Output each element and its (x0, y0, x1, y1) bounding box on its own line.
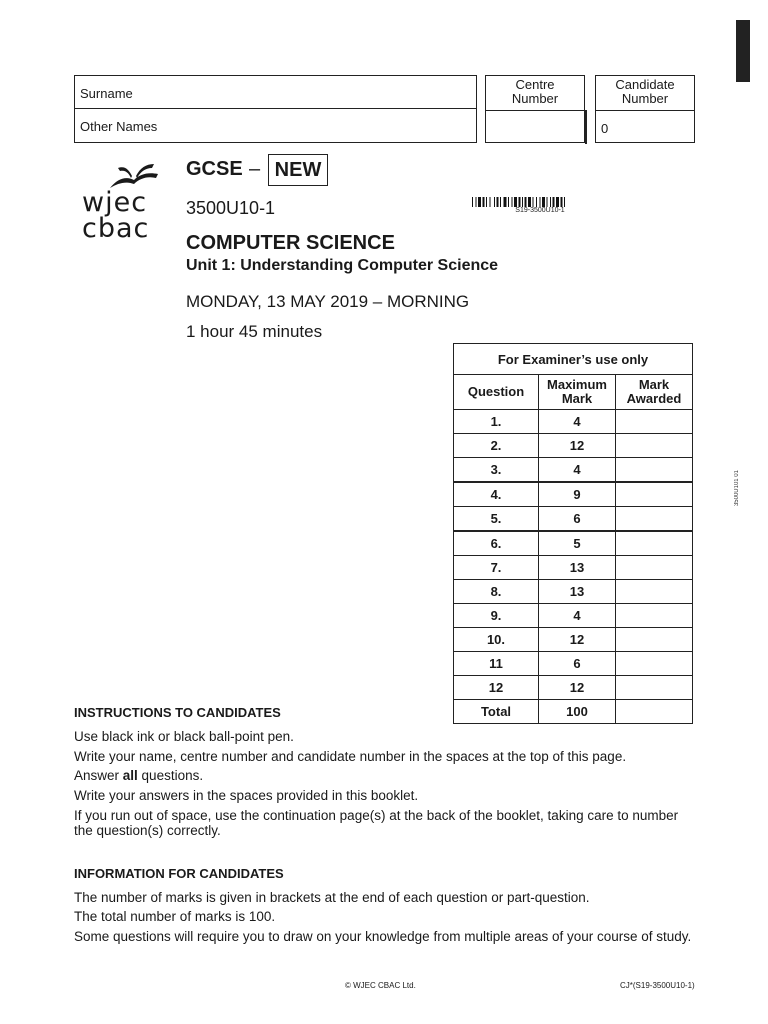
question-number: 7. (454, 556, 539, 580)
candidate-number-value: 0 (601, 121, 609, 136)
max-mark: 6 (539, 507, 616, 532)
candidate-name-box (74, 75, 477, 143)
max-mark: 4 (539, 410, 616, 434)
mark-awarded-cell[interactable] (616, 604, 693, 628)
candidate-number-label-line2: Number (621, 91, 669, 106)
instruction-line: If you run out of space, use the continuation page(s) at the back of the booklet, taking care to number the question(s) correctly. (74, 808, 679, 838)
new-badge (268, 154, 328, 186)
barcode (472, 197, 608, 207)
centre-number-label-line2: Number (511, 91, 559, 106)
other-names-label: Other Names (80, 119, 158, 134)
instruction-bold: all (122, 768, 138, 783)
instruction-text: questions. (137, 768, 204, 783)
centre-number-label (486, 78, 584, 110)
mark-awarded-cell[interactable] (616, 556, 693, 580)
mark-awarded-cell[interactable] (616, 531, 693, 556)
mark-awarded-cell[interactable] (616, 628, 693, 652)
total-label: Total (454, 700, 539, 724)
information-line: The number of marks is given in brackets at the end of each question or part-question. (74, 890, 590, 905)
max-mark: 13 (539, 556, 616, 580)
max-mark: 12 (539, 434, 616, 458)
instruction-text: Answer (74, 768, 123, 783)
other-names-field[interactable] (75, 109, 476, 142)
table-row (454, 531, 693, 556)
max-mark: 6 (539, 652, 616, 676)
col-max-mark-header-line1: Maximum (547, 377, 607, 392)
mark-awarded-cell[interactable] (616, 434, 693, 458)
question-number: 12 (454, 676, 539, 700)
mark-awarded-cell[interactable] (616, 458, 693, 483)
information-line: Some questions will require you to draw on your knowledge from multiple areas of your course of study. (74, 929, 692, 944)
mark-awarded-cell[interactable] (616, 507, 693, 532)
table-row (454, 556, 693, 580)
table-row (454, 410, 693, 434)
max-mark: 9 (539, 482, 616, 507)
information-line: The total number of marks is 100. (74, 909, 276, 924)
table-row (454, 676, 693, 700)
max-mark: 5 (539, 531, 616, 556)
new-badge-text: NEW (274, 159, 322, 181)
centre-number-box (485, 75, 585, 143)
unit-title: Unit 1: Understanding Computer Science (186, 257, 499, 274)
exam-date: MONDAY, 13 MAY 2019 – MORNING (186, 292, 470, 311)
question-number: 2. (454, 434, 539, 458)
total-value: 100 (539, 700, 616, 724)
instruction-line (74, 768, 694, 783)
question-number: 6. (454, 531, 539, 556)
col-max-mark-header-line2: Mark (561, 391, 593, 406)
logo-text-wjec: wjec (82, 187, 148, 218)
col-question-header: Question (454, 375, 539, 410)
qualification-label: GCSE (186, 158, 243, 180)
instruction-line: Use black ink or black ball-point pen. (74, 729, 294, 744)
table-row (454, 604, 693, 628)
instruction-line: Write your answers in the spaces provided in this booklet. (74, 788, 419, 803)
col-mark-awarded-header-line1: Mark (638, 377, 670, 392)
candidate-number-box (595, 75, 695, 143)
paper-code: 3500U10-1 (186, 198, 276, 218)
question-number: 1. (454, 410, 539, 434)
question-number: 4. (454, 482, 539, 507)
table-row (454, 507, 693, 532)
max-mark: 12 (539, 628, 616, 652)
table-row (454, 482, 693, 507)
surname-label: Surname (80, 86, 133, 101)
mark-awarded-cell[interactable] (616, 482, 693, 507)
instruction-line: Write your name, centre number and candidate number in the spaces at the top of this page. (74, 749, 627, 764)
footer-reference: CJ*(S19-3500U10-1) (620, 981, 695, 990)
book-icon (80, 160, 160, 190)
instructions-heading: INSTRUCTIONS TO CANDIDATES (74, 705, 281, 720)
question-number: 8. (454, 580, 539, 604)
max-mark: 13 (539, 580, 616, 604)
wjec-logo (80, 160, 160, 245)
centre-number-label-line1: Centre (515, 77, 555, 92)
question-number: 11 (454, 652, 539, 676)
registration-mark (736, 20, 750, 82)
table-row (454, 434, 693, 458)
logo-text-cbac: cbac (82, 213, 150, 244)
mark-awarded-cell[interactable] (616, 676, 693, 700)
mark-awarded-cell[interactable] (616, 652, 693, 676)
question-number: 10. (454, 628, 539, 652)
qualification-dash: – (249, 158, 261, 180)
barcode-text: S19-3500U10-1 (515, 207, 565, 214)
table-row (454, 628, 693, 652)
question-number: 3. (454, 458, 539, 483)
information-heading: INFORMATION FOR CANDIDATES (74, 866, 284, 881)
candidate-number-field[interactable] (596, 110, 694, 143)
max-mark: 12 (539, 676, 616, 700)
centre-number-field[interactable] (486, 110, 584, 143)
col-max-mark-header (539, 375, 616, 410)
exam-duration: 1 hour 45 minutes (186, 322, 323, 341)
max-mark: 4 (539, 604, 616, 628)
side-code: 3500U101 01 (734, 470, 740, 507)
examiner-table-title: For Examiner’s use only (454, 344, 693, 375)
box-shadow (585, 110, 587, 144)
surname-field[interactable] (75, 76, 476, 109)
mark-awarded-cell[interactable] (616, 410, 693, 434)
table-row (454, 458, 693, 483)
candidate-number-label (596, 78, 694, 110)
examiner-table (453, 343, 693, 724)
footer-copyright: © WJEC CBAC Ltd. (345, 981, 416, 990)
table-row (454, 580, 693, 604)
max-mark: 4 (539, 458, 616, 483)
subject-title: COMPUTER SCIENCE (186, 232, 395, 254)
total-row (454, 700, 693, 724)
col-mark-awarded-header (616, 375, 693, 410)
total-awarded-cell[interactable] (616, 700, 693, 724)
question-number: 5. (454, 507, 539, 532)
mark-awarded-cell[interactable] (616, 580, 693, 604)
question-number: 9. (454, 604, 539, 628)
table-row (454, 652, 693, 676)
col-mark-awarded-header-line2: Awarded (626, 391, 682, 406)
candidate-number-label-line1: Candidate (615, 77, 675, 92)
